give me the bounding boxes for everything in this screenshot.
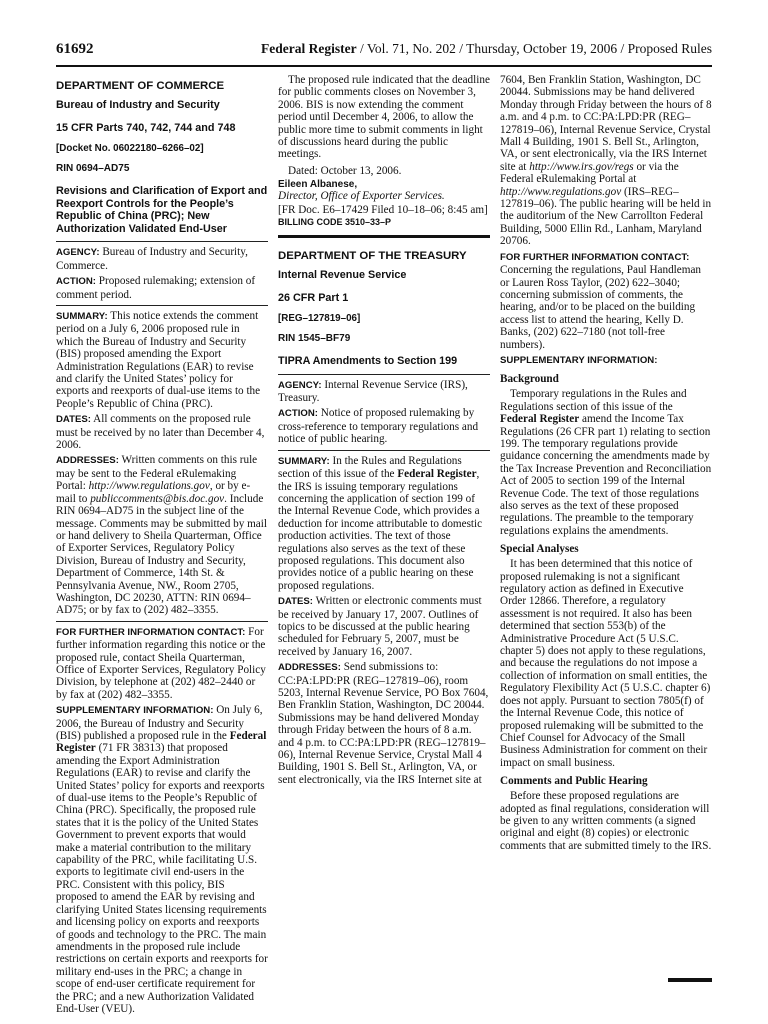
contact-paragraph: FOR FURTHER INFORMATION CONTACT: Concerning the regulations, Paul Handleman or Lauren Ross Taylor, (202) 622–3040; concerning submission of comments, the hearing, and/or to be placed on the building access list to attend the hearing, Kelly D. Banks, (202) 622–7180 (not toll-free numbers). [500, 251, 702, 351]
reg-number: [REG–127819–06] [278, 313, 361, 325]
background-heading: Background [500, 373, 559, 386]
separator [56, 621, 268, 622]
dates-paragraph: DATES: Written or electronic comments must be received by January 17, 2007. Outlines of topics to be discussed at the public hearing scheduled for February 5, 2007, must be received by January 16, 2007. [278, 595, 482, 658]
supplementary-label: SUPPLEMENTARY INFORMATION: [500, 354, 658, 366]
page-number: 61692 [56, 41, 94, 57]
dated-line: Dated: October 13, 2006. [288, 164, 402, 177]
dates-paragraph: DATES: All comments on the proposed rule must be received by no later than December 4, 2006. [56, 413, 265, 452]
irs-regs-link[interactable]: http://www.irs.gov/regs [529, 160, 634, 173]
signer-name: Eileen Albanese, [278, 179, 358, 191]
document-title: TIPRA Amendments to Section 199 [278, 355, 458, 368]
extension-paragraph: The proposed rule indicated that the deadline for public comments closes on November 3, 2006. BIS is now extending the comment period until December 4, 2006, to allow the public more time to submit comments in light of discussions heard during the public meetings. [278, 74, 490, 161]
special-analyses-paragraph: It has been determined that this notice of proposed rulemaking is not a significant regulatory action as defined in Executive Order 12866. Therefore, a regulatory assessment is not required. It also has been determined that section 553(b) of the Administrative Procedure Act (5 U.S.C. chapter 5) does not apply to these regulations, and because the regulations do not impose a collection of information on small entities, the Regulatory Flexibility Act (5 U.S.C. chapter 6) does not apply. Pursuant to section 7805(f) of the Internal Revenue Code, this notice of proposed rulemaking will be submitted to the Chief Counsel for Advocacy of the Small Business Administration for comment on their impact on small business. [500, 558, 711, 769]
separator [278, 374, 490, 375]
running-head-text [261, 41, 712, 57]
separator [56, 305, 268, 306]
rin-number: RIN 0694–AD75 [56, 163, 130, 174]
special-analyses-heading: Special Analyses [500, 543, 579, 556]
signer-title: Director, Office of Exporter Services. [278, 190, 445, 203]
addresses-paragraph-start: ADDRESSES: Send submissions to: CC:PA:LPD:PR (REG–127819–06), room 5203, Internal Revenue Service, PO Box 7604, Ben Franklin Station, Washington, DC 20044. Submissions may be hand delivered Monday through Friday between the hours of 8 a.m. and 4 p.m. to CC:PA:LPD:PR (REG–127819–06), Internal Revenue Service, Crystal Mall 4 Building, 1901 S. Bell St., Arlington, VA, or sent electronically, via the IRS Internet site at [278, 661, 489, 786]
rin-number: RIN 1545–BF79 [278, 333, 351, 345]
column-3 [500, 74, 712, 855]
fr-doc-line: [FR Doc. E6–17429 Filed 10–18–06; 8:45 am] [278, 203, 488, 216]
email-link[interactable]: publiccomments@bis.doc.gov [90, 492, 225, 505]
regulations-gov-link[interactable]: http://www.regulations.gov [500, 185, 622, 198]
contact-paragraph: FOR FURTHER INFORMATION CONTACT: For further information regarding this notice or the proposed rule, contact Sheila Quarterman, Office of Exporter Services, Regulatory Policy Division, by telephone at (202) 482–2440 or by fax at (202) 482–3355. [56, 625, 266, 701]
agency-heading: DEPARTMENT OF THE TREASURY [278, 250, 467, 263]
agency-paragraph: AGENCY: Internal Revenue Service (IRS), Treasury. [278, 378, 468, 405]
sub-agency-heading: Bureau of Industry and Security [56, 99, 220, 111]
regulations-gov-link[interactable]: http://www.regulations.gov [88, 480, 210, 493]
addresses-paragraph: ADDRESSES: Written comments on this rule may be sent to the Federal eRulemaking Portal: http://www.regulations.gov, or by e-mail to publiccomments@bis.doc.gov. Include RIN 0694–AD75 in the subject line of the message. Comments may be submitted by mail or hand delivery to Sheila Quarterman, Office of Exporter Services, Regulatory Policy Division, Bureau of Industry and Security, Department of Commerce, 14th St. & Pennsylvania Avenue, NW., Room 2705, Washington, DC 20230, ATTN: RIN 0694–AD75; or by fax to (202) 482–3355. [56, 454, 267, 617]
billing-code: BILLING CODE 3510–33–P [278, 217, 392, 228]
document-title: Revisions and Clarification of Export and Reexport Controls for the People’s Republic of China (PRC); New Authorization Validated End-User [56, 185, 268, 235]
supplementary-paragraph: SUPPLEMENTARY INFORMATION: On July 6, 2006, the Bureau of Industry and Security (BIS) published a proposed rule in the Federal Register (71 FR 38313) that proposed amending the Export Administration Regulations (EAR) to revise and clarify the United States’ policy for exports and reexports of dual-use items to the People’s Republic of China (PRC). Specifically, the proposed rule states that it is the policy of the United States Government to prevent exports that would make a material contribution to the military capability of the PRC, while facilitating U.S. exports to legitimate civil end-users in the PRC. Consistent with this policy, BIS proposed to amend the EAR by revising and clarifying United States licensing requirements and licensing policy on exports and reexports of goods and technology to the PRC. The main amendments in the proposed rule include restrictions on certain exports and reexports for military end-uses in the PRC; a change in scope of end-user certificate requirement for the PRC; and a new Authorization Validated End-User (VEU). [56, 704, 268, 1015]
summary-paragraph: SUMMARY: In the Rules and Regulations section of this issue of the Federal Register, the IRS is issuing temporary regulations concerning the application of section 199 of the Internal Revenue Code, which provides a deduction for income attributable to domestic production activities. The text of those regulations also serves as the text of these proposed regulations. This document also provides notice of a public hearing on these proposed regulations. [278, 454, 483, 592]
addresses-continued: 7604, Ben Franklin Station, Washington, DC 20044. Submissions may be hand delivered Monday through Friday between the hours of 8 a.m. and 4 p.m. to CC:PA:LPD:PR (REG–127819–06), Internal Revenue Service, Crystal Mall 4 Building, 1901 S. Bell St., Arlington, VA, or sent electronically, via the IRS Internet site at http://www.irs.gov/regs or via the Federal eRulemaking Portal at http://www.regulations.gov (IRS–REG–127819–06). The public hearing will be held in the auditorium of the New Carrollton Federal Building, 5000 Ellin Rd., Lanham, Maryland 20706. [500, 74, 712, 248]
column-1 [56, 74, 268, 1018]
agency-heading: DEPARTMENT OF COMMERCE [56, 80, 225, 92]
docket-number: [Docket No. 06022180–6266–02] [56, 143, 204, 154]
continuation-mark [668, 978, 712, 982]
sub-agency-heading: Internal Revenue Service [278, 269, 407, 282]
column-2 [278, 74, 490, 786]
header-rule [56, 65, 712, 67]
publication-name: Federal Register [261, 41, 357, 56]
issue-details: / Vol. 71, No. 202 / Thursday, October 19, 2006 / Proposed Rules [356, 41, 712, 56]
separator [278, 450, 490, 451]
cfr-citation: 26 CFR Part 1 [278, 292, 349, 305]
running-head [56, 41, 712, 61]
action-paragraph: ACTION: Proposed rulemaking; extension of comment period. [56, 275, 256, 301]
separator [56, 241, 268, 242]
background-paragraph: Temporary regulations in the Rules and Regulations section of this issue of the Federal Register amend the Income Tax Regulations (26 CFR part 1) relating to section 199. The temporary regulations provide guidance concerning the amendments made by the Tax Increase Prevention and Reconciliation Act of 2005 to section 199 of the Internal Revenue Code. The text of those regulations also serves as the text of these proposed regulations. The preamble to the temporary regulations explains the amendments. [500, 388, 712, 537]
agency-paragraph: AGENCY: Bureau of Industry and Security, Commerce. [56, 246, 248, 272]
summary-paragraph: SUMMARY: This notice extends the comment period on a July 6, 2006 proposed rule in which the Bureau of Industry and Security (BIS) proposed amending the Export Administration Regulations (EAR) to revise and clarify the United States’ policy for exports and reexports of dual-use items to the People’s Republic of China (PRC). [56, 310, 261, 410]
action-paragraph: ACTION: Notice of proposed rulemaking by cross-reference to temporary regulations and notice of public hearing. [278, 407, 479, 446]
document-divider [278, 235, 490, 238]
comments-hearing-heading: Comments and Public Hearing [500, 775, 648, 788]
cfr-citation: 15 CFR Parts 740, 742, 744 and 748 [56, 122, 236, 134]
comments-hearing-paragraph: Before these proposed regulations are adopted as final regulations, consideration will be given to any written comments (a signed original and eight (8) copies) or electronic comments that are submitted timely to the IRS. [500, 790, 712, 852]
